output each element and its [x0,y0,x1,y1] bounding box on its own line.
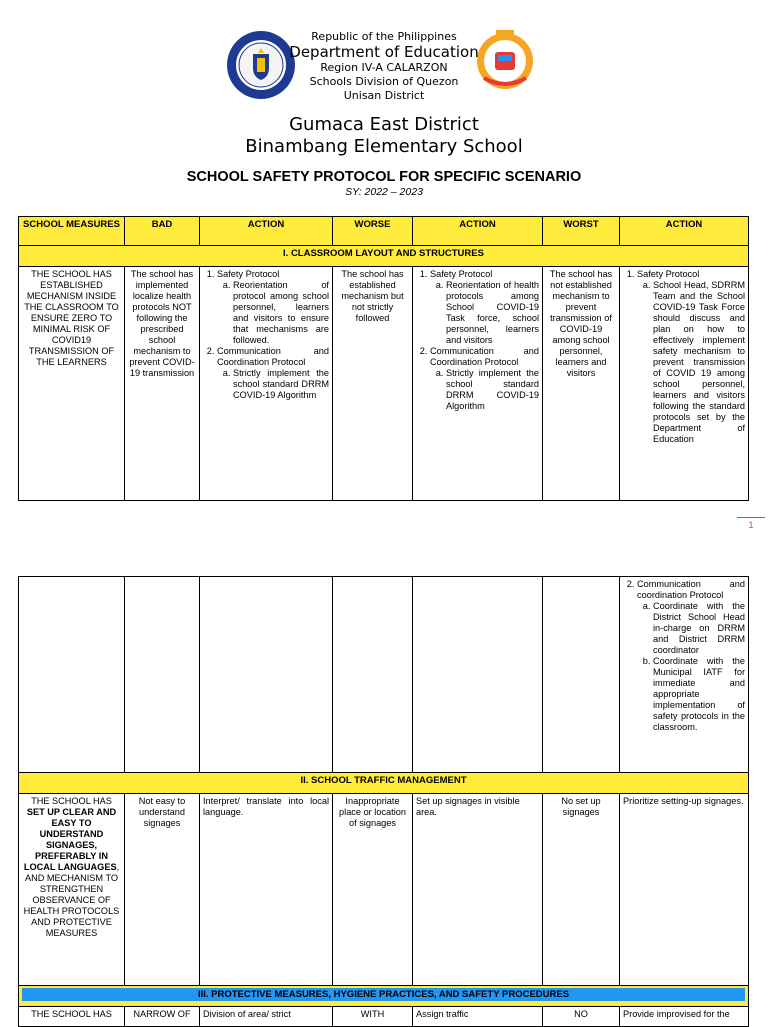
table-header-row [19,217,749,246]
list-item: b. Coordinate with the Municipal IATF for immediate and appropriate implementation of safety protocols in the classroom. [653,656,745,733]
section3-measure: THE SCHOOL HAS [19,1007,125,1027]
continued-action-1-cell [200,577,333,773]
continued-action-2-cell [413,577,543,773]
protocol-table-page1 [18,216,749,501]
protocol-table-page2 [18,576,749,1027]
continued-bad-cell [125,577,200,773]
list-item: Communication and coordination Protocol [637,579,745,600]
section3-action-2: Assign traffic [413,1007,543,1027]
list-item: Communication and Coordination Protocol [217,346,329,367]
section3-action-3: Provide improvised for the [620,1007,749,1027]
section1-worst: The school has not established mechanism to prevent transmission of COVID-19 among school personnel, learners and visitors [543,267,620,501]
school-heading [0,114,768,158]
list-item: a. Coordinate with the District School Head in-charge on DRRM and District DRRM coordinator [653,601,745,656]
school-year: SY: 2022 – 2023 [345,186,423,198]
list-item: a. Strictly implement the school standard DRRM COVID-19 Algorithm [446,368,539,412]
section1-action-1 [200,267,333,501]
col-action-2: ACTION [413,217,543,246]
section3-action-1: Division of area/ strict [200,1007,333,1027]
list-item: a. Reorientation of health protocols among School COVID-19 Task force, school personnel, learners and visitors [446,280,539,346]
col-worse: WORSE [333,217,413,246]
section3-worse: WITH [333,1007,413,1027]
continued-measure-cell [19,577,125,773]
section1-action-2 [413,267,543,501]
district-line: Unisan District [343,89,425,102]
document-title: SCHOOL SAFETY PROTOCOL FOR SPECIFIC SCENARIO [186,169,582,185]
republic-line: Republic of the Philippines [311,30,457,43]
measure-emphasis: SET UP CLEAR AND EASY TO UNDERSTAND SIGNAGES, PREFERABLY IN LOCAL LANGUAGES [23,807,117,872]
section3-worst: NO [543,1007,620,1027]
list-item: Safety Protocol [430,269,493,279]
list-item: a. Reorientation of protocol among school personnel, learners and visitors to ensure that mechanisms are followed. [233,280,329,346]
section-1-heading: I. CLASSROOM LAYOUT AND STRUCTURES [19,246,749,267]
list-item: a. School Head, SDRRM Team and the School COVID-19 Task Force should discuss and plan on how to effectively implement safety mechanism to prevent transmission of COVID 19 among school personnel, learners and visitors following the standard protocols set by the Department of Education [653,280,745,445]
section2-action-2: Set up signages in visible area. [413,794,543,986]
list-item: Safety Protocol [637,269,700,279]
col-action-1: ACTION [200,217,333,246]
section2-measure [19,794,125,986]
school-name: Binambang Elementary School [245,136,523,157]
section1-worse: The school has established mechanism but not strictly followed [333,267,413,501]
region-line: Region IV-A CALARZON [320,61,448,74]
section1-action-3 [620,267,749,501]
section1-measure: THE SCHOOL HAS ESTABLISHED MECHANISM INSIDE THE CLASSROOM TO ENSURE ZERO TO MINIMAL RISK OF COVID19 TRANSMISSION OF THE LEARNERS [19,267,125,501]
section2-worse: Inappropriate place or location of signages [333,794,413,986]
section2-action-3: Prioritize setting-up signages. [620,794,749,986]
col-school-measures: SCHOOL MEASURES [19,217,125,246]
school-district: Gumaca East District [289,114,479,135]
section1-action-3-continued [620,577,749,773]
list-item: Communication and Coordination Protocol [430,346,539,367]
section1-bad: The school has implemented localize health protocols NOT following the prescribed school mechanism to prevent COVID-19 transmission [125,267,200,501]
section-3-heading [19,986,749,1007]
table-row [19,794,749,986]
letterhead [0,0,768,215]
table-row [19,267,749,501]
department-line: Department of Education [289,43,479,61]
measure-text: , AND MECHANISM TO STRENGTHEN OBSERVANCE OF HEALTH PROTOCOLS AND PROTECTIVE MEASURES [23,862,120,938]
continued-worse-cell [333,577,413,773]
section2-bad: Not easy to understand signages [125,794,200,986]
section-3-title: III. PROTECTIVE MEASURES, HYGIENE PRACTICES, AND SAFETY PROCEDURES [22,988,745,1001]
continued-worst-cell [543,577,620,773]
section2-worst: No set up signages [543,794,620,986]
division-line: Schools Division of Quezon [309,75,459,88]
section3-bad: NARROW OF [125,1007,200,1027]
table-row [19,577,749,773]
col-bad: BAD [125,217,200,246]
section-2-heading: II. SCHOOL TRAFFIC MANAGEMENT [19,773,749,794]
col-worst: WORST [543,217,620,246]
section2-action-1: Interpret/ translate into local language. [200,794,333,986]
measure-text: THE SCHOOL HAS [31,796,112,806]
list-item: Safety Protocol [217,269,280,279]
col-action-3: ACTION [620,217,749,246]
page-number: 1 [737,517,765,530]
letterhead-text [0,30,768,103]
list-item: a. Strictly implement the school standard DRRM COVID-19 Algorithm [233,368,329,401]
